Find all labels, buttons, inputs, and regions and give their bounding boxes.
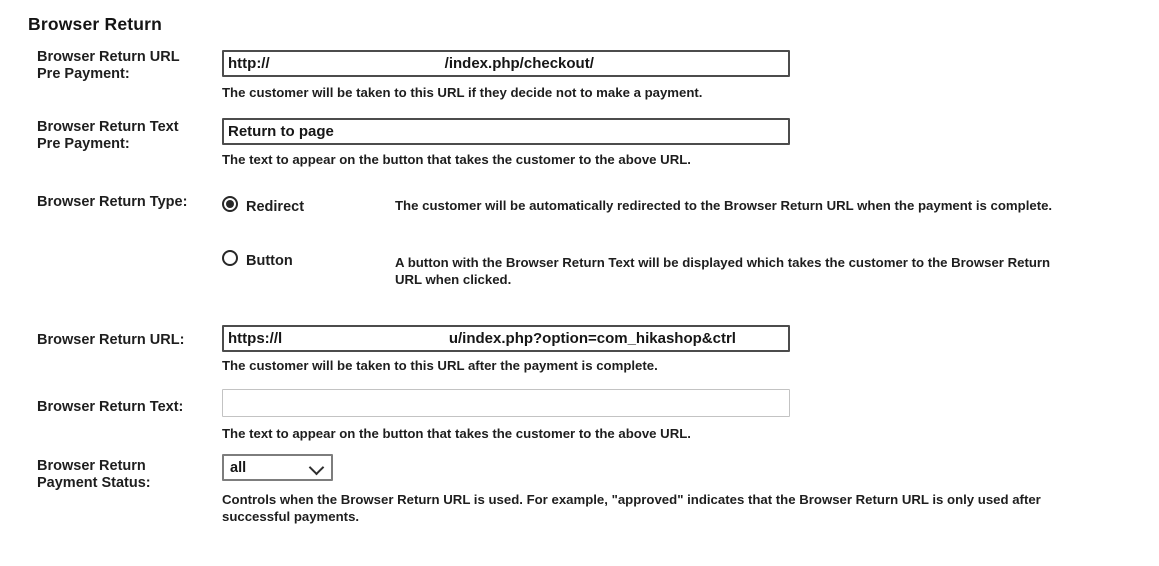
pre-payment-text-description: The text to appear on the button that takes the customer to the above URL.: [222, 152, 691, 167]
return-url-description: The customer will be taken to this URL after the payment is complete.: [222, 358, 658, 373]
pre-payment-url-label-line2: Pre Payment:: [37, 66, 130, 82]
payment-status-label: [37, 458, 222, 492]
payment-status-selected-value: all: [230, 459, 247, 476]
payment-status-select[interactable]: [222, 454, 333, 481]
pre-payment-text-input[interactable]: [222, 118, 790, 145]
return-url-input[interactable]: [222, 325, 790, 352]
return-type-radio-redirect[interactable]: [222, 196, 238, 212]
payment-status-label-line1: Browser Return: [37, 458, 146, 474]
return-url-label: Browser Return URL:: [37, 332, 185, 348]
return-type-button-description: A button with the Browser Return Text will be displayed which takes the customer to the Browser Return URL when clicked.: [395, 255, 1051, 287]
pre-payment-text-label-line1: Browser Return Text: [37, 119, 179, 135]
pre-payment-url-label: [37, 49, 222, 83]
page-title: Browser Return: [28, 14, 163, 34]
return-text-description: The text to appear on the button that takes the customer to the above URL.: [222, 426, 691, 441]
return-text-label: Browser Return Text:: [37, 399, 184, 415]
pre-payment-url-description: The customer will be taken to this URL if they decide not to make a payment.: [222, 85, 703, 100]
pre-payment-text-label: [37, 119, 222, 153]
chevron-down-icon: [309, 460, 325, 476]
pre-payment-url-input[interactable]: [222, 50, 790, 77]
return-type-label: Browser Return Type:: [37, 194, 188, 210]
pre-payment-text-label-line2: Pre Payment:: [37, 136, 130, 152]
return-type-redirect-description: The customer will be automatically redirected to the Browser Return URL when the payment is complete.: [395, 198, 1053, 213]
payment-status-label-line2: Payment Status:: [37, 475, 151, 491]
return-text-input[interactable]: [222, 389, 790, 417]
pre-payment-url-label-line1: Browser Return URL: [37, 49, 180, 65]
payment-status-description: Controls when the Browser Return URL is used. For example, "approved" indicates that the Browser Return URL is only used after successful payments.: [222, 492, 1041, 524]
return-type-radio-redirect-label[interactable]: Redirect: [246, 199, 305, 215]
return-type-radio-button-label[interactable]: Button: [246, 253, 293, 269]
return-type-radio-button[interactable]: [222, 250, 238, 266]
